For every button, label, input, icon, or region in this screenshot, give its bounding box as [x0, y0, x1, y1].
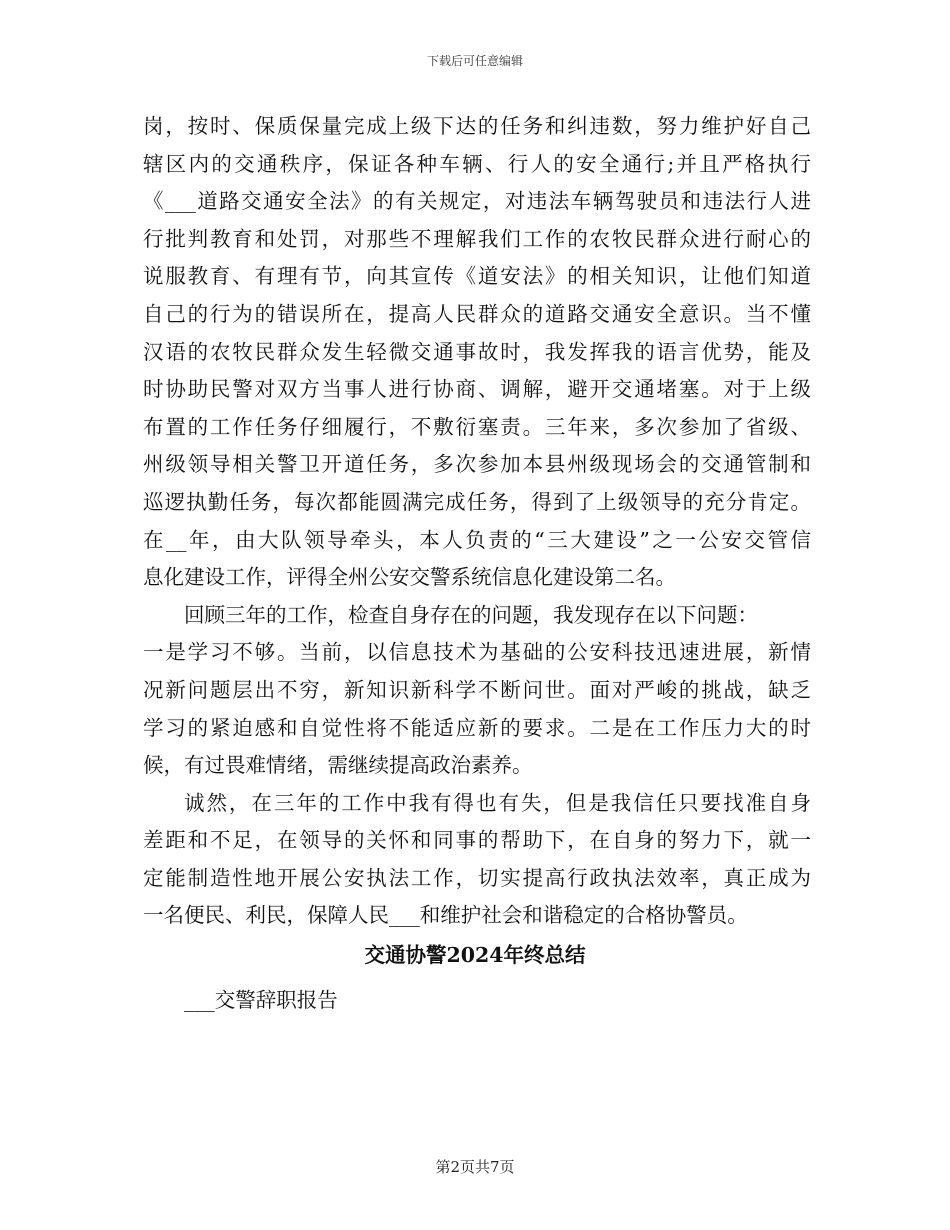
- text-line: 汉语的农牧民群众发生轻微交通事故时，我发挥我的语言优势，能及: [143, 339, 811, 364]
- text-line: 布置的工作任务仔细履行，不敷衍塞责。三年来，多次参加了省级、: [143, 414, 811, 439]
- text-line: 在__年，由大队领导牵头，本人负责的“三大建设”之一公安交管信: [143, 527, 811, 552]
- text-line: 学习的紧迫感和自觉性将不能适应新的要求。二是在工作压力大的时: [143, 715, 811, 740]
- text-line: 息化建设工作，评得全州公安交警系统信息化建设第二名。: [143, 565, 676, 590]
- text-line: 一是学习不够。当前，以信息技术为基础的公安科技迅速进展，新情: [143, 640, 811, 665]
- paragraph-3: [143, 785, 811, 935]
- text-line: 行批判教育和处罚，对那些不理解我们工作的农牧民群众进行耐心的: [143, 226, 811, 251]
- section-title: 交通协警2024年终总结: [364, 943, 586, 967]
- text-line: 《___道路交通安全法》的有关规定，对违法车辆驾驶员和违法行人进: [143, 189, 811, 214]
- text-line: 州级领导相关警卫开道任务，多次参加本县州级现场会的交通管制和: [143, 452, 811, 477]
- text-line: 岗，按时、保质保量完成上级下达的任务和纠违数，努力维护好自己: [143, 114, 811, 138]
- paragraph-1: [143, 108, 811, 597]
- text-line: 差距和不足，在领导的关怀和同事的帮助下，在自身的努力下，就一: [143, 828, 811, 853]
- text-line: 况新问题层出不穷，新知识新科学不断问世。面对严峻的挑战，缺乏: [143, 677, 811, 702]
- text-line: 巡逻执勤任务，每次都能圆满完成任务，得到了上级领导的充分肯定。: [143, 489, 811, 514]
- text-line: 自己的行为的错误所在，提高人民群众的道路交通安全意识。当不懂: [143, 301, 811, 326]
- text-line: 说服教育、有理有节，向其宣传《道安法》的相关知识，让他们知道: [143, 264, 811, 289]
- text-line: 定能制造性地开展公安执法工作，切实提高行政执法效率，真正成为: [143, 865, 811, 890]
- subhead: ___交警辞职报告: [184, 988, 338, 1012]
- text-line: 辖区内的交通秩序，保证各种车辆、行人的安全通行;并且严格执行: [143, 151, 811, 176]
- paragraph-2: [143, 597, 811, 785]
- text-line: 候，有过畏难情绪，需继续提高政治素养。: [143, 753, 533, 778]
- document-body: [143, 108, 811, 935]
- text-line: 诚然，在三年的工作中我有得也有失，但是我信任只要找准自身: [184, 790, 811, 815]
- page-header: 下载后可任意编辑: [426, 54, 523, 68]
- text-line: 回顾三年的工作，检查自身存在的问题，我发现存在以下问题：: [184, 602, 758, 627]
- text-line: 时协助民警对双方当事人进行协商、调解，避开交通堵塞。对于上级: [143, 377, 811, 402]
- text-line: 一名便民、利民，保障人民___和维护社会和谐稳定的合格协警员。: [143, 903, 748, 928]
- page-number: 第2页共7页: [435, 1158, 515, 1176]
